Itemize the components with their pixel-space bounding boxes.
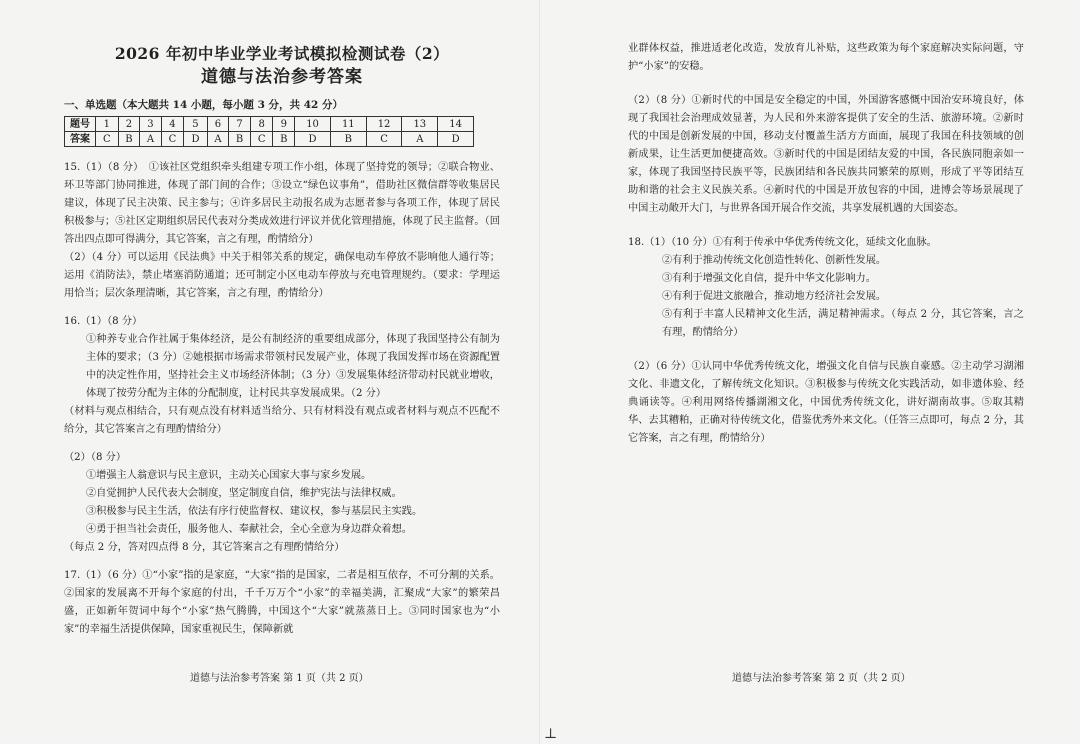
question-number: 14	[438, 117, 474, 132]
exam-title: 2026 年初中毕业学业考试模拟检测试卷（2）	[114, 44, 450, 63]
question-number: 1	[96, 117, 119, 132]
q17-continued: 业群体权益，推进适老化改造，发放育儿补贴，这些政策为每个家庭解决实际问题，守护“小家”的安稳。	[628, 43, 1024, 72]
crop-mark: ⊥	[544, 726, 558, 742]
answer-cell: B	[273, 132, 295, 147]
answer-cell: C	[250, 132, 273, 147]
answer-row	[65, 132, 474, 147]
q17-part2: （2）（8 分）①新时代的中国是安全稳定的中国，外国游客感慨中国治安环境良好，体现了我国社会治理成效显著，为人民和外来游客提供了安全的生活、旅游环境。②新时代的中国是创新发展的中国，移动支付覆盖生活方方面面，展现了我国在科技领域的创新成果，让生活更加便捷高效。③新时代的中国是团结友爱的中国，各民族同胞亲如一家，体现了我国坚持民族平等，民族团结和各民族共同繁荣的原则，形成了平等团结互助和谐的社会主义民族关系。④新时代的中国是开放包容的中国，进博会等场景展现了中国主动敞开大门，与世界各国开展合作交流，共享发展机遇的大国姿态。	[628, 95, 1024, 214]
q15-part2: （2）（4 分）可以运用《民法典》中关于相邻关系的规定，确保电动车停放不影响他人通行等；运用《消防法》，禁止堵塞消防通道；还可制定小区电动车停放与充电管理规约。（要求：学理运用恰当；层次条理清晰，其它答案，言之有理，酌情给分）	[64, 252, 500, 299]
question-number: 4	[161, 117, 184, 132]
q16-point: ③积极参与民主生活，依法有序行使监督权、建议权，参与基层民主实践。	[86, 506, 423, 517]
q18-point: ③有利于增强文化自信，提升中华文化影响力。	[662, 273, 876, 284]
q15-part1: 15.（1）（8 分） ①该社区党组织牵头组建专项工作小组，体现了坚持党的领导；②联合物业、环卫等部门协同推进，体现了部门间的合作；③设立“绿色议事角”，借助社区微信群等收集居民建议，体现了民主决策、民主参与；④许多居民主动报名成为志愿者参与各项工作，体现了居民积极参与；⑤社区定期组织居民代表对分类成效进行评议并优化管理措施，体现了民主监督。（回答出四点即可得满分，其它答案，言之有理，酌情给分）	[64, 162, 500, 245]
q16-part2-note: （每点 2 分，答对四点得 8 分，其它答案言之有理酌情给分）	[64, 542, 345, 553]
q17-part1: 17.（1）（6 分）①“小家”指的是家庭，“大家”指的是国家，二者是相互依存，不可分割的关系。②国家的发展离不开每个家庭的付出，千千万万个“小家”的幸福美满，汇聚成“大家”的繁荣昌盛，正如新年贺词中每个“小家”热气腾腾，中国这个“大家”就蒸蒸日上。③同时国家也为“小家”的幸福生活提供保障，国家重视民生，保障新就	[64, 570, 500, 635]
q16-point: ②自觉拥护人民代表大会制度，坚定制度自信，维护宪法与法律权威。	[86, 488, 402, 499]
question-number: 9	[273, 117, 295, 132]
question-number: 11	[330, 117, 366, 132]
q16-part2-heading: （2）（8 分）	[64, 452, 127, 463]
q18-point: ⑤有利于丰富人民精神文化生活，满足精神需求。（每点 2 分，其它答案，言之有理，酌情给分）	[662, 309, 1024, 338]
question-number: 12	[366, 117, 402, 132]
question-number: 13	[402, 117, 438, 132]
question-number: 8	[250, 117, 273, 132]
q16-part1-note: （材料与观点相结合，只有观点没有材料适当给分、只有材料没有观点或者材料与观点不匹配不给分，其它答案言之有理酌情给分）	[64, 406, 500, 435]
answer-cell: D	[438, 132, 474, 147]
answer-cell: C	[96, 132, 119, 147]
q18-part1-heading: 18.（1）（10 分）①有利于传承中华优秀传统文化，延续文化血脉。	[628, 237, 937, 248]
answer-cell: A	[402, 132, 438, 147]
question-number: 10	[295, 117, 331, 132]
q18-part2: （2）（6 分）①认同中华优秀传统文化，增强文化自信与民族自豪感。②主动学习湖湘文化、非遗文化，了解传统文化知识。③积极参与传统文化实践活动，如非遗体验、经典诵读等。④利用网络传播湖湘文化，中国优秀传统文化，讲好湖南故事。⑤取其精华、去其糟粕，正确对待传统文化，借鉴优秀外来文化。（任答三点即可，每点 2 分，其它答案，言之有理，酌情给分）	[628, 361, 1024, 444]
answer-cell: A	[140, 132, 161, 147]
answer-cell: A	[207, 132, 228, 147]
answer-cell: C	[161, 132, 184, 147]
q16-point: ④勇于担当社会责任，服务他人、奉献社会，全心全意为身边群众着想。	[86, 524, 412, 535]
question-number: 7	[229, 117, 251, 132]
page-footer: 道德与法治参考答案 第 2 页（共 2 页）	[732, 673, 911, 684]
q18-point: ②有利于推动传统文化创造性转化、创新性发展。	[662, 255, 887, 266]
question-number: 2	[118, 117, 140, 132]
row-label: 题号	[65, 117, 96, 132]
answer-cell: D	[184, 132, 208, 147]
question-number-row	[65, 117, 474, 132]
answer-table	[64, 116, 474, 147]
answer-page-2	[540, 0, 1080, 744]
q16-point: ①增强主人翁意识与民主意识，主动关心国家大事与家乡发展。	[86, 470, 372, 481]
answer-cell: D	[295, 132, 331, 147]
answer-cell: B	[330, 132, 366, 147]
page-footer: 道德与法治参考答案 第 1 页（共 2 页）	[190, 673, 369, 684]
q16-part1-body: ①种养专业合作社属于集体经济，是公有制经济的重要组成部分，体现了我国坚持公有制为主体的要求；（3 分）②她根据市场需求带领村民发展产业，体现了我国发挥市场在资源配置中的决定性作用，坚持社会主义市场经济体制；（3 分）③发展集体经济带动村民就业增收，体现了按劳分配为主体的分配制度，让村民共享发展成果。（2 分）	[86, 334, 500, 399]
answer-title: 道德与法治参考答案	[201, 67, 363, 87]
q16-part1-heading: 16.（1）（8 分）	[64, 316, 143, 327]
answer-cell: C	[366, 132, 402, 147]
question-number: 5	[184, 117, 208, 132]
section-heading: 一、单选题（本大题共 14 小题，每小题 3 分，共 42 分）	[64, 99, 343, 111]
row-label: 答案	[65, 132, 96, 147]
question-number: 3	[140, 117, 161, 132]
question-number: 6	[207, 117, 228, 132]
answer-cell: B	[118, 132, 140, 147]
answer-cell: B	[229, 132, 251, 147]
q18-point: ④有利于促进文旅融合，推动地方经济社会发展。	[662, 291, 887, 302]
